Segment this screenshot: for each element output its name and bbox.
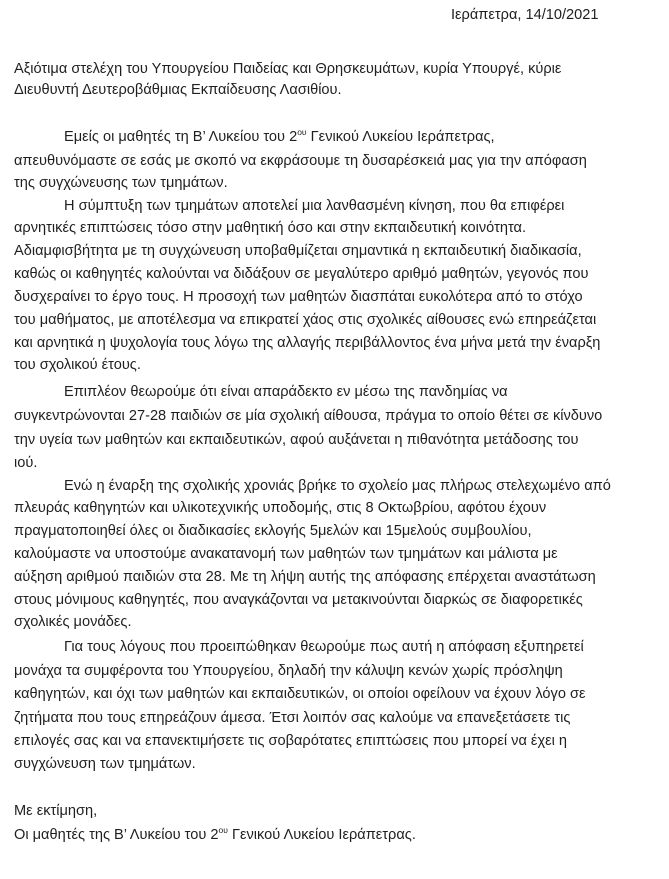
paragraph-1-line: της συγχώνευσης των τμημάτων. [14, 175, 228, 191]
paragraph-4-line: στους μόνιμους καθηγητές, που αναγκάζονται να μετακινούνται διαρκώς σε διαφορετικές [14, 592, 583, 608]
paragraph-3-line: την υγεία των μαθητών και εκπαιδευτικών, αφού αυξάνεται η πιθανότητα μετάδοσης του [14, 432, 579, 448]
paragraph-4-line: σχολικές μονάδες. [14, 614, 132, 630]
signature-line [14, 825, 416, 845]
paragraph-4-line: πλευράς καθηγητών και υλικοτεχνικής υποδομής, στις 8 Οκτωβρίου, αφότου έχουν [14, 500, 547, 516]
paragraph-4-line: Ενώ η έναρξη της σχολικής χρονιάς βρήκε το σχολείο μας πλήρως στελεχωμένο από [64, 478, 611, 494]
paragraph-2-line: δυσχεραίνει το έργο τους. Η προσοχή των μαθητών διασπάται ευκολότερα από το στόχο [14, 289, 583, 305]
closing-line: Με εκτίμηση, [14, 803, 98, 819]
paragraph-5-line: ζητήματα που τους επηρεάζουν άμεσα. Έτσι λοιπόν σας καλούμε να επανεξετάσετε τις [14, 710, 571, 726]
paragraph-2-line: του σχολικού έτους. [14, 357, 141, 373]
paragraph-4-line: αύξηση αριθμού παιδιών στα 28. Με τη λήψη αυτής της απόφασης επέρχεται αναστάτωση [14, 569, 596, 585]
salutation-line: Διευθυντή Δευτεροβάθμιας Εκπαίδευσης Λασιθίου. [14, 82, 342, 98]
ordinal-superscript: ου [218, 825, 228, 835]
paragraph-3-line: ιού. [14, 455, 38, 471]
paragraph-2-line: αρνητικές επιπτώσεις τόσο στην μαθητική όσο και στην εκπαιδευτική κοινότητα. [14, 220, 527, 236]
paragraph-2-line: Η σύμπτυξη των τμημάτων αποτελεί μια λανθασμένη κίνηση, που θα επιφέρει [64, 198, 565, 214]
paragraph-5-line: μονάχα τα συμφέροντα του Υπουργείου, δηλαδή την κάλυψη κενών χωρίς πρόσληψη [14, 663, 563, 679]
signature-text: Οι μαθητές της Β’ Λυκείου του 2 [14, 827, 219, 843]
paragraph-4-line: πραγματοποιηθεί όλες οι διαδικασίες εκλογής 5μελών και 15μελούς συμβουλίου, [14, 523, 532, 539]
paragraph-5-line: επιλογές σας και να επανεκτιμήσετε τις σοβαρότατες επιπτώσεις που μπορεί να έχει η [14, 733, 568, 749]
paragraph-3-line: συγκεντρώνονται 27-28 παιδιών σε μία σχολική αίθουσα, πράγμα το οποίο θέτει σε κίνδυνο [14, 408, 603, 424]
paragraph-2-line: του μαθήματος, με αποτέλεσμα να επικρατεί χάος στις σχολικές αίθουσες ενώ επηρεάζεται [14, 312, 597, 328]
paragraph-5-line: Για τους λόγους που προειπώθηκαν θεωρούμε πως αυτή η απόφαση εξυπηρετεί [64, 639, 584, 655]
paragraph-1-line: απευθυνόμαστε σε εσάς με σκοπό να εκφράσουμε τη δυσαρέσκειά μας για την απόφαση [14, 153, 587, 169]
paragraph-4-line: καλούμαστε να υποστούμε ανακατανομή των μαθητών των τμημάτων και μάλιστα με [14, 546, 558, 562]
paragraph-2-line: καθώς οι καθηγητές καλούνται να διδάξουν σε μεγαλύτερο αριθμό μαθητών, γεγονός που [14, 266, 589, 282]
ordinal-superscript: ου [297, 127, 307, 137]
paragraph-2-line: και αρνητικά η ψυχολογία τους λόγω της αλλαγής περιβάλλοντος ένα μήνα μετά την έναρξη [14, 335, 601, 351]
paragraph-1-first-line [64, 127, 495, 147]
paragraph-1-text: Εμείς οι μαθητές τη Β’ Λυκείου του 2 [64, 129, 298, 145]
salutation-line: Αξιότιμα στελέχη του Υπουργείου Παιδείας και Θρησκευμάτων, κυρία Υπουργέ, κύριε [14, 61, 562, 77]
letter-date: Ιεράπετρα, 14/10/2021 [451, 7, 599, 23]
paragraph-3-line: Επιπλέον θεωρούμε ότι είναι απαράδεκτο εν μέσω της πανδημίας να [64, 384, 508, 400]
paragraph-1-text: Γενικού Λυκείου Ιεράπετρας, [306, 129, 495, 145]
paragraph-2-line: Αδιαμφισβήτητα με τη συγχώνευση υποβαθμίζεται σημαντικά η εκπαιδευτική διαδικασία, [14, 243, 582, 259]
paragraph-5-line: συγχώνευση των τμημάτων. [14, 756, 196, 772]
signature-text: Γενικού Λυκείου Ιεράπετρας. [227, 827, 416, 843]
paragraph-5-line: καθηγητών, και όχι των μαθητών και εκπαιδευτικών, οι οποίοι οφείλουν να έχουν λόγο σε [14, 686, 586, 702]
